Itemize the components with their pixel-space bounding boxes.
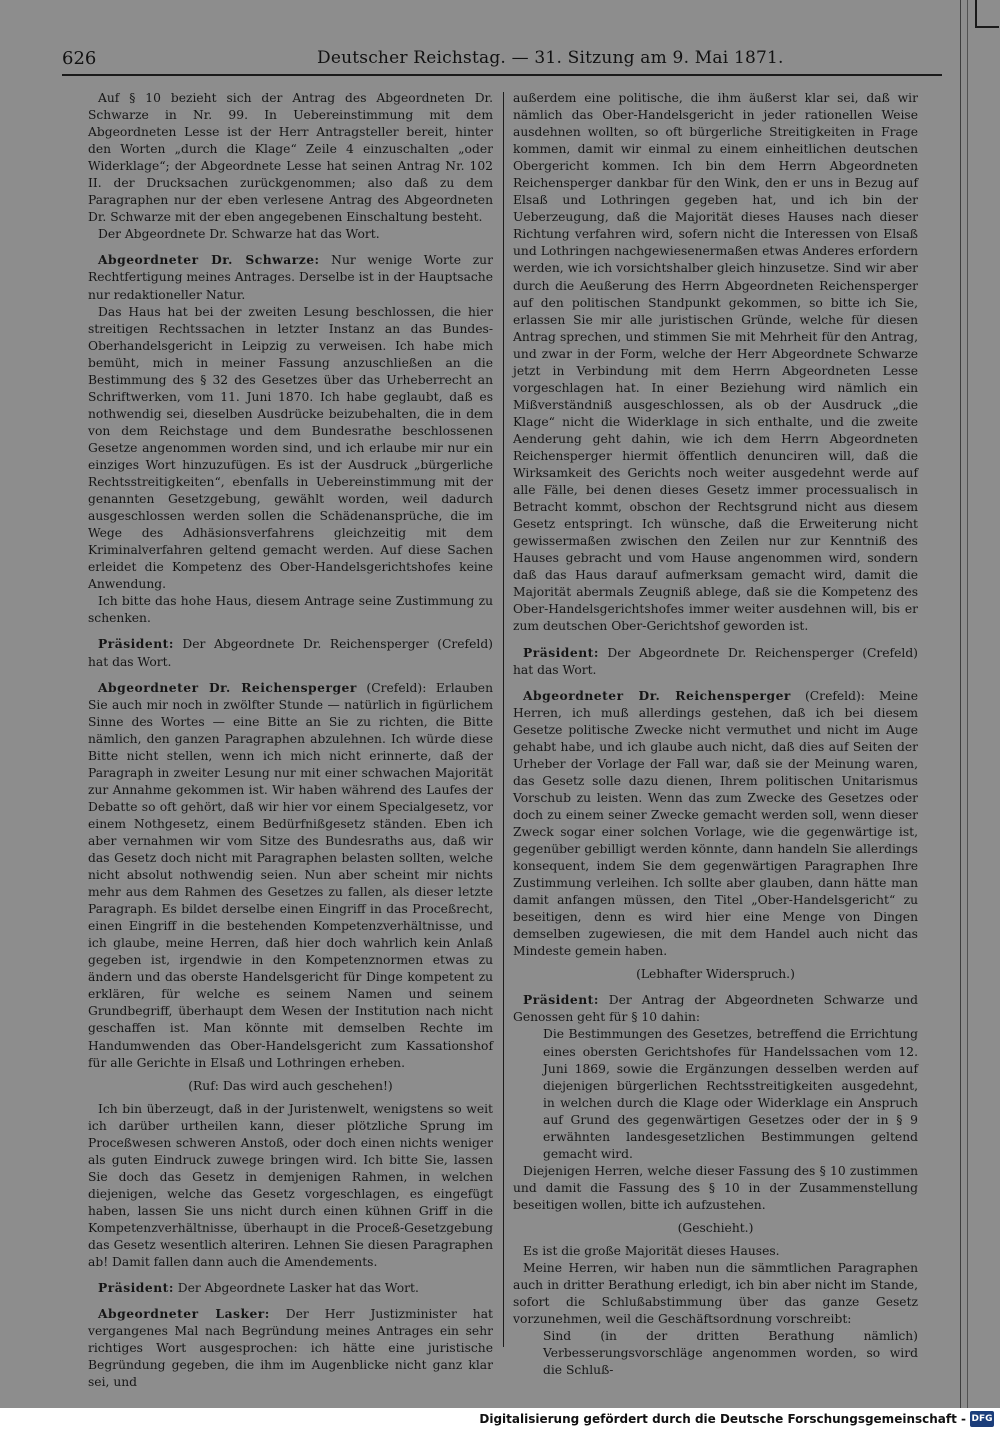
speaker-text: Der Abgeordnete Lasker hat das Wort. — [173, 1281, 419, 1296]
speaker-name: Abgeordneter Dr. Reichensperger — [98, 679, 357, 695]
right-column — [513, 90, 918, 1378]
speaker-paragraph — [88, 679, 493, 1072]
interjection: (Ruf: Das wird auch geschehen!) — [188, 1078, 393, 1093]
running-head: Deutscher Reichstag. — 31. Sitzung am 9. Mai 1871. — [317, 48, 784, 68]
quoted-text: Die Bestimmungen des Gesetzes, betreffend die Errichtung eines obersten Gerichtshofes für Handelssachen vom 12. Juni 1869, sowie die Ergänzungen desselben werden auf diejenigen bürgerlichen Rechtsstreitigkeiten ausgedehnt, in welchen durch die Klage oder Widerklage ein Anspruch auf Grund des gegenwärtigen Gesetzes oder der in § 9 erwähnten landesgesetzlichen Bestimmungen geltend gemacht wird. — [543, 1027, 918, 1161]
dfg-logo: DFG — [970, 1411, 994, 1427]
interjection: (Lebhafter Widerspruch.) — [636, 967, 795, 982]
paragraph: Ich bin überzeugt, daß in der Juristenwelt, wenigstens so weit ich darüber urtheilen kann, dieser plötzliche Sprung im Proceßwesen schweren Anstoß, oder doch einen nichts weniger als guten Eindruck zuwege bringen wird. Ich bitte Sie, lassen Sie doch das Gesetz in demjenigen Rahmen, in welchen diejenigen, welche das Gesetz vorgeschlagen, es eingefügt haben, lassen Sie uns nicht durch einen kühnen Griff in die Kompetenzverhältnisse, überhaupt in die Proceß-Gesetzgebung das Gesetz wesentlich alteriren. Lehnen Sie diesen Paragraphen ab! Damit fallen dann auch die Amendements. — [88, 1101, 493, 1270]
speaker-paragraph — [513, 687, 918, 961]
speaker-text: (Crefeld): Erlauben Sie auch mir noch in zwölfter Stunde — natürlich in figürlichem Sinne des Wortes — eine Bitte an Sie zu richten, die Bitte nämlich, den ganzen Paragraphen abzulehnen. Ich würde diese Bitte nicht stellen, wenn ich mich nicht erinnerte, daß der Paragraph in zweiter Lesung nur mit einer schwachen Majorität zur Annahme gekommen ist. Wir haben während des Laufes der Debatte so oft gehört, daß wir hier vor einem Specialgesetz, vor einem Nothgesetz, einem Bedürfnißgesetz ständen. Eben ich aber vernahmen wir vom Sitze des Bundesraths aus, daß wir das Gesetz doch nicht mit Paragraphen belasten sollten, welche nicht absolut nothwendig seien. Nun aber scheint mir nichts mehr aus dem Rahmen des Gesetzes zu fallen, als dieser letzte Paragraph. Es bildet derselbe einen Eingriff in das Proceßrecht, einen Eingriff in die bestehenden Kompetenzverhältnisse, und ich glaube, meine Herren, daß hier doch wahrlich kein Anlaß gegeben ist, irgendwie in den Kompetenznormen etwas zu ändern und das oberste Handelsgericht für Dinge kompetent zu erklären, für welche es seinem Namen und seinem Grundbegriff, überhaupt dem Wesen der Institution nach nicht geschaffen ist. Man könnte mit demselben Rechte im Handumwenden das Ober-Handelsgericht zum Kassationshof für alle Gerichte in Elsaß und Lothringen erheben. — [88, 680, 493, 1070]
speaker-paragraph — [88, 1305, 493, 1391]
paragraph: Es ist die große Majorität dieses Hauses. — [523, 1244, 780, 1259]
paragraph: Der Abgeordnete Dr. Schwarze hat das Wort. — [98, 227, 380, 242]
paragraph: Das Haus hat bei der zweiten Lesung beschlossen, die hier streitigen Rechtssachen in letzter Instanz an das Bundes-Oberhandelsgericht in Leipzig zu verweisen. Ich habe mich bemüht, mich in meiner Fassung anzuschließen an die Bestimmung des § 32 des Gesetzes über das Urheberrecht an Schriftwerken, vom 11. Juni 1870. Ich habe geglaubt, daß es nothwendig sei, dieselben Ausdrücke beizubehalten, die in dem von dem Reichstage und dem Bundesrathe beschlossenen Gesetze angenommen worden sind, und ich erlaube mir nur ein einziges Wort hinzuzufügen. Es ist der Ausdruck „bürgerliche Rechtsstreitigkeiten“, ebenfalls in Uebereinstimmung mit der genannten Gesetzgebung, gewählt worden, weil dadurch ausgeschlossen werden sollen die Schädenansprüche, die im Wege des Adhäsionsverfahrens gleichzeitig mit dem Kriminalverfahren geltend gemacht werden. Auf diese Sachen erleidet die Kompetenz des Ober-Handelsgerichtshofes keine Anwendung. — [88, 304, 493, 592]
speaker-name: Abgeordneter Lasker: — [98, 1306, 270, 1322]
scan-edge-rule-inner — [967, 0, 968, 1408]
interjection: (Geschieht.) — [677, 1221, 754, 1235]
header-rule — [62, 74, 942, 76]
speaker-name: Präsident: — [98, 1280, 174, 1296]
speaker-paragraph — [88, 635, 493, 670]
scan-edge-rule — [960, 0, 961, 1408]
page-number: 626 — [62, 48, 97, 69]
scan-corner-mark — [975, 0, 999, 28]
speaker-name: Präsident: — [98, 636, 174, 652]
speaker-text: Der Herr Justizminister hat vergangenes Mal nach Begründung meines Antrages ein sehr richtiges Wort ausgesprochen: ich hätte eine juristische Begründung gegeben, die ihm im Augenblicke nicht ganz klar sei, und — [88, 1307, 493, 1390]
speaker-name: Abgeordneter Dr. Schwarze: — [98, 252, 320, 268]
paragraph: Ich bitte das hohe Haus, diesem Antrage seine Zustimmung zu schenken. — [88, 594, 493, 626]
paragraph: Auf § 10 bezieht sich der Antrag des Abgeordneten Dr. Schwarze in Nr. 99. In Uebereinstimmung mit dem Abgeordneten Lesse ist der Herr Antragsteller bereit, hinter den Worten „durch die Klage“ Zeile 4 einzuschalten „oder Widerklage“; der Abgeordnete Lesse hat seinen Antrag Nr. 102 II. der Drucksachen zurückgenommen; also daß zu dem Paragraphen nur der eben verlesene Antrag des Abgeordneten Dr. Schwarze mit der eben angegebenen Einschaltung besteht. — [88, 91, 493, 225]
speaker-paragraph — [88, 251, 493, 303]
speaker-name: Präsident: — [523, 992, 599, 1008]
footer-credit: Digitalisierung gefördert durch die Deutsche Forschungsgemeinschaft - — [479, 1412, 966, 1426]
speaker-name: Präsident: — [523, 644, 599, 660]
speaker-text: Nur wenige Worte zur Rechtfertigung meines Antrages. Derselbe ist in der Hauptsache nur redaktioneller Natur. — [88, 253, 493, 302]
speaker-paragraph — [513, 644, 918, 679]
column-divider — [503, 92, 504, 1347]
speaker-text: Der Abgeordnete Dr. Reichensperger (Crefeld) hat das Wort. — [88, 637, 493, 669]
speaker-paragraph — [88, 1279, 493, 1297]
speaker-text: (Crefeld): Meine Herren, ich muß allerdings gestehen, daß ich bei diesem Gesetze politische Zwecke nicht vermuthet und nicht im Auge gehabt habe, und ich glaube auch nicht, daß dies auf Seiten der Urheber der Vorlage der Fall war, daß sie der Meinung waren, das Gesetz solle dazu dienen, Ihrem politischen Unitarismus Vorschub zu leisten. Wenn das zum Zwecke des Gesetzes oder doch zu einem seiner Zwecke gemacht werden soll, wenn dieser Zweck sogar einer solchen Vorlage, wie die gegenwärtige ist, gegenüber gebilligt werden könnte, dann handeln Sie allerdings konsequent, indem Sie dem gegenwärtigen Paragraphen Ihre Zustimmung verleihen. Ich sollte aber glauben, dann hätte man damit anfangen müssen, den Titel „Ober-Handelsgericht“ zu beseitigen, denn es wird hier eine Menge von Dingen demselben zugewiesen, die mit dem Handel auch nicht das Mindeste gemein haben. — [513, 688, 918, 959]
paragraph: Diejenigen Herren, welche dieser Fassung des § 10 zustimmen und damit die Fassung des § 10 in der Zusammenstellung beseitigen wollen, bitte ich aufzustehen. — [513, 1163, 918, 1212]
footer-bar — [0, 1408, 1000, 1432]
speaker-name: Abgeordneter Dr. Reichensperger — [523, 687, 791, 703]
paragraph: Meine Herren, wir haben nun die sämmtlichen Paragraphen auch in dritter Berathung erledigt, ich bin aber nicht im Stande, sofort die Schlußabstimmung über das ganze Gesetz vorzunehmen, weil die Geschäftsordnung vorschreibt: — [513, 1261, 918, 1327]
quoted-text: Sind (in der dritten Berathung nämlich) Verbesserungsvorschläge angenommen worden, so wird die Schluß- — [543, 1329, 918, 1378]
speaker-text: Der Abgeordnete Dr. Reichensperger (Crefeld) hat das Wort. — [513, 645, 918, 677]
page-header — [62, 48, 942, 72]
speaker-text: Der Antrag der Abgeordneten Schwarze und Genossen geht für § 10 dahin: — [513, 993, 918, 1025]
left-column — [88, 90, 493, 1390]
speaker-paragraph — [513, 991, 918, 1026]
paragraph: außerdem eine politische, die ihm äußerst klar sei, daß wir nämlich das Ober-Handelsgericht in jeder rationellen Weise ausdehnen wollten, so oft bürgerliche Streitigkeiten in Frage kommen, damit wir einmal zu einem einheitlichen deutschen Obergericht kommen. Ich bin dem Herrn Abgeordneten Reichensperger dankbar für den Wink, den er uns in Bezug auf Elsaß und Lothringen gegeben hat, und ich bin der Ueberzeugung, daß die Majorität dieses Hauses nach dieser Richtung verfahren wird, sofern nicht die Interessen von Elsaß und Lothringen nachgewiesenermaßen etwas Anderes erfordern werden, wie ich vorsichtshalber gleich hinzusetze. Sind wir aber durch die Aeußerung des Herrn Abgeordneten Reichensperger auf den politischen Standpunkt gekommen, so bitte ich Sie, erlassen Sie mir alle juristischen Gründe, welche für diesen Antrag sprechen, und stimmen Sie mit Mehrheit für den Antrag, und zwar in der Form, welche der Herr Abgeordnete Schwarze jetzt in Verbindung mit dem Herrn Abgeordneten Lesse vorgeschlagen hat. In einer Beziehung wird nämlich ein Mißverständniß ausgeschlossen, als ob der Ausdruck „die Klage“ nicht die Widerklage in sich enthalte, und die zweite Aenderung geht dahin, wie ich dem Herrn Abgeordneten Reichensperger hiermit öffentlich denunciren will, daß die Wirksamkeit des Gerichts noch weiter ausgedehnt werde auf alle Fälle, bei denen dieses Gesetz immer processualisch in Betracht kommt, obschon der Rechtsgrund nicht aus diesem Gesetz entspringt. Ich wünsche, daß die Erweiterung nicht gewissermaßen zwischen den Zeilen nur zur Kenntniß des Hauses gebracht und vom Hause angenommen wird, sondern daß das Haus darauf aufmerksam gemacht wird, damit die Majorität abermals Zeugniß ablege, daß sie die Kompetenz des Ober-Handelsgerichtshofes immer weiter ausdehnen will, bis er zum deutschen Ober-Gerichtshof geworden ist. — [513, 91, 918, 634]
